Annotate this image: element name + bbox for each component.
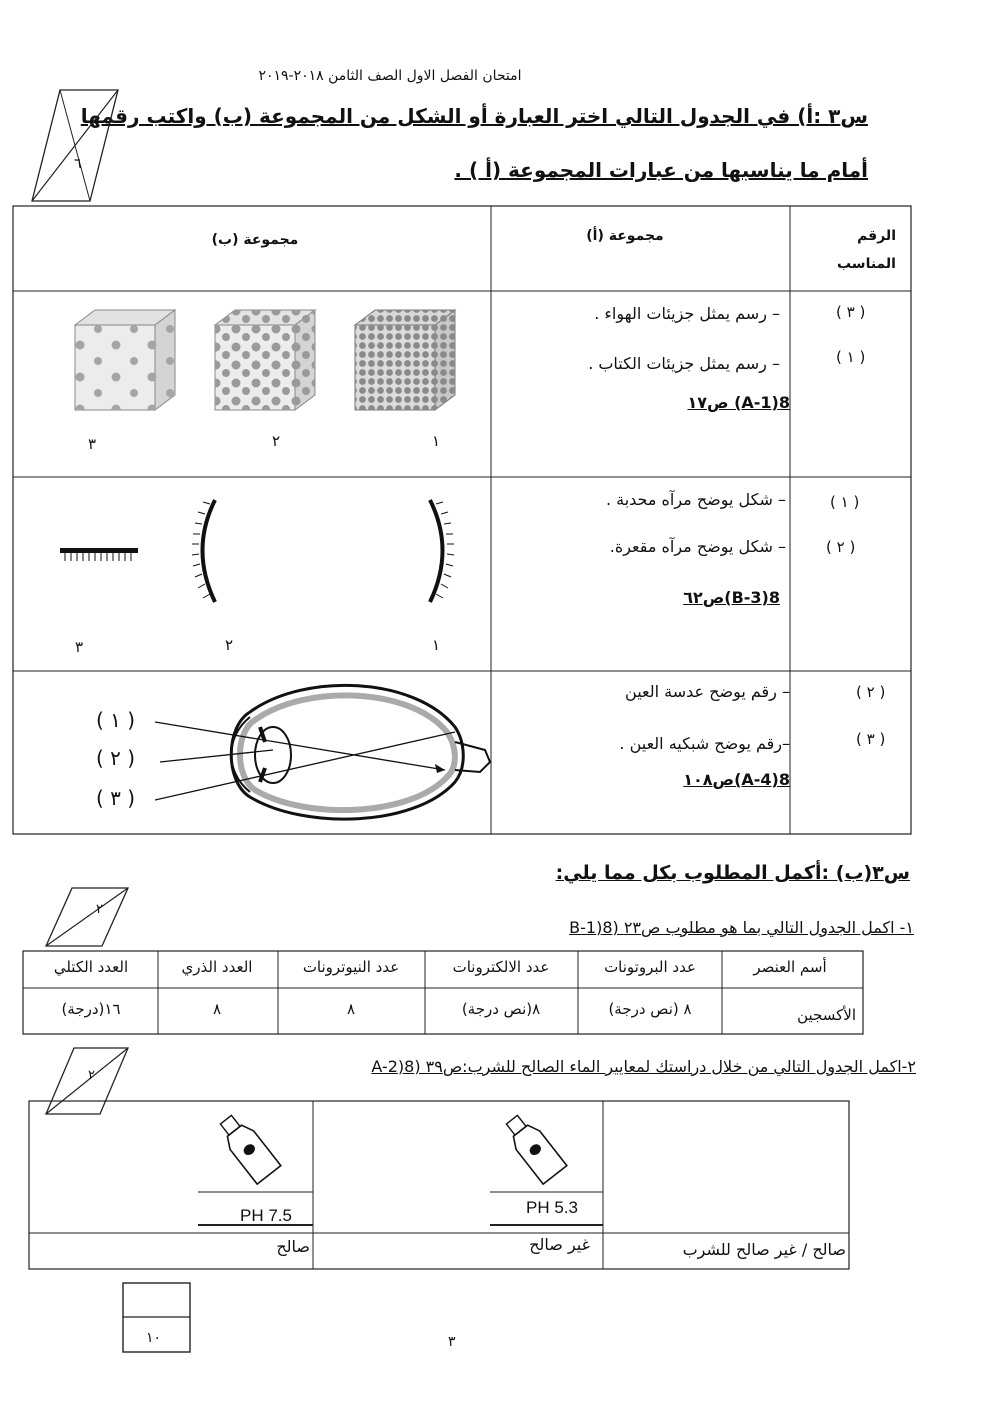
eye-diagram (155, 672, 495, 832)
row1-answer-2: ( ١ ) (836, 348, 866, 366)
header-group-b: مجموعة (ب) (211, 232, 299, 248)
atom-cell-electrons: ٨(نص درجة) (461, 1000, 541, 1018)
particle-cubes-figure (70, 305, 470, 440)
bottle-icon-b (200, 1105, 305, 1185)
atom-header-electrons: عدد الالكترونات (452, 958, 550, 976)
total-grade-value: ١٠ (146, 1330, 162, 1346)
cube-label-3: ٣ (88, 435, 97, 453)
row1-reference: 8(A-1) ص١٧ (687, 393, 790, 412)
atom-cell-atomic-number: ٨ (212, 1000, 222, 1018)
row3-answer-2: ( ٣ ) (856, 730, 886, 748)
row1-answer-1: ( ٣ ) (836, 303, 866, 321)
row1-statement-1: – رسم يمثل جزيئات الهواء . (594, 304, 780, 323)
header-group-a: مجموعة (أ) (586, 228, 664, 244)
atom-cell-mass-number: ١٦(درجة) (61, 1000, 121, 1018)
exam-title: امتحان الفصل الاول الصف الثامن ٢٠١٨-٢٠١٩ (258, 68, 522, 84)
eye-label-1: ( ١ ) (96, 708, 136, 732)
cube-2 (215, 310, 315, 410)
row3-statement-1: – رقم يوضح عدسة العين (625, 682, 790, 701)
curved-mirror-1 (430, 500, 454, 602)
water-answer-b: صالح (276, 1237, 310, 1256)
cube-label-2: ٢ (272, 432, 281, 450)
grade-q3b1-value: ٢ (96, 902, 103, 917)
water-answer-a: غير صالح (529, 1235, 590, 1254)
row3-answer-1: ( ٢ ) (856, 683, 886, 701)
row1-statement-2: – رسم يمثل جزيئات الكتاب . (588, 354, 780, 373)
q3b-item1: ١- اكمل الجدول التالي بما هو مطلوب ص٢٣ (8(B-1 (569, 918, 914, 937)
bottle-icon-a (486, 1105, 591, 1185)
eye-label-2: ( ٢ ) (96, 746, 136, 770)
eye-label-3: ( ٣ ) (96, 786, 136, 810)
mirror-label-2: ٢ (225, 636, 234, 654)
grade-q3b2-value: ٢ (88, 1068, 95, 1083)
q3b-item2: ٢-اكمل الجدول التالي من خلال دراستك لمعايير الماء الصالح للشرب:ص٣٩ (8(A-2 (371, 1057, 916, 1076)
grade-box-q3a (30, 88, 120, 203)
atom-cell-element: الأكسجين (797, 1006, 856, 1024)
page-number: ٣ (448, 1334, 456, 1350)
atom-header-element: أسم العنصر (753, 958, 827, 976)
row2-statement-2: – شكل يوضح مرآه مقعرة. (609, 537, 786, 556)
water-row-label: صالح / غير صالح للشرب (682, 1240, 846, 1259)
ph-label-a: PH 5.3 (526, 1198, 578, 1217)
cube-1 (355, 310, 455, 410)
atom-header-protons: عدد البروتونات (604, 958, 696, 976)
row3-reference: 8(A-4)ص١٠٨ (683, 770, 790, 789)
atom-cell-neutrons: ٨ (346, 1000, 356, 1018)
grade-box-q3b1 (44, 886, 130, 948)
row2-answer-1: ( ١ ) (830, 493, 860, 511)
atom-header-atomic-number: العدد الذري (181, 958, 253, 976)
row2-statement-1: – شكل يوضح مرآه محدبة . (605, 490, 786, 509)
question-3a-title: س٣ :أ) في الجدول التالي اختر العبارة أو الشكل من المجموعة (ب) واكتب رقمها (80, 104, 868, 128)
question-3a-subtitle: أمام ما يناسبها من عبارات المجموعة (أ ) . (454, 158, 868, 182)
row2-reference: 8(B-3)ص٦٢ (683, 588, 780, 607)
grade-q3a-value: ٦ (74, 156, 82, 172)
mirror-label-3: ٣ (75, 638, 84, 656)
mirrors-figure (55, 490, 455, 620)
atom-header-neutrons: عدد النيوترونات (302, 958, 400, 976)
mirror-label-1: ١ (432, 636, 441, 654)
flat-mirror (60, 548, 138, 561)
cube-label-1: ١ (432, 432, 441, 450)
ph-label-b: PH 7.5 (240, 1206, 292, 1225)
header-number: الرقم المناسب (836, 228, 896, 272)
question-3b-title: س٣(ب) :أكمل المطلوب بكل مما يلي: (555, 862, 910, 884)
atom-cell-protons: ٨ (نص درجة) (608, 1000, 692, 1018)
row3-statement-2: –رقم يوضح شبكيه العين . (619, 734, 790, 753)
atom-header-mass-number: العدد الكتلي (53, 958, 129, 976)
cube-3 (75, 310, 175, 410)
curved-mirror-2 (192, 500, 215, 602)
row2-answer-2: ( ٢ ) (826, 538, 856, 556)
